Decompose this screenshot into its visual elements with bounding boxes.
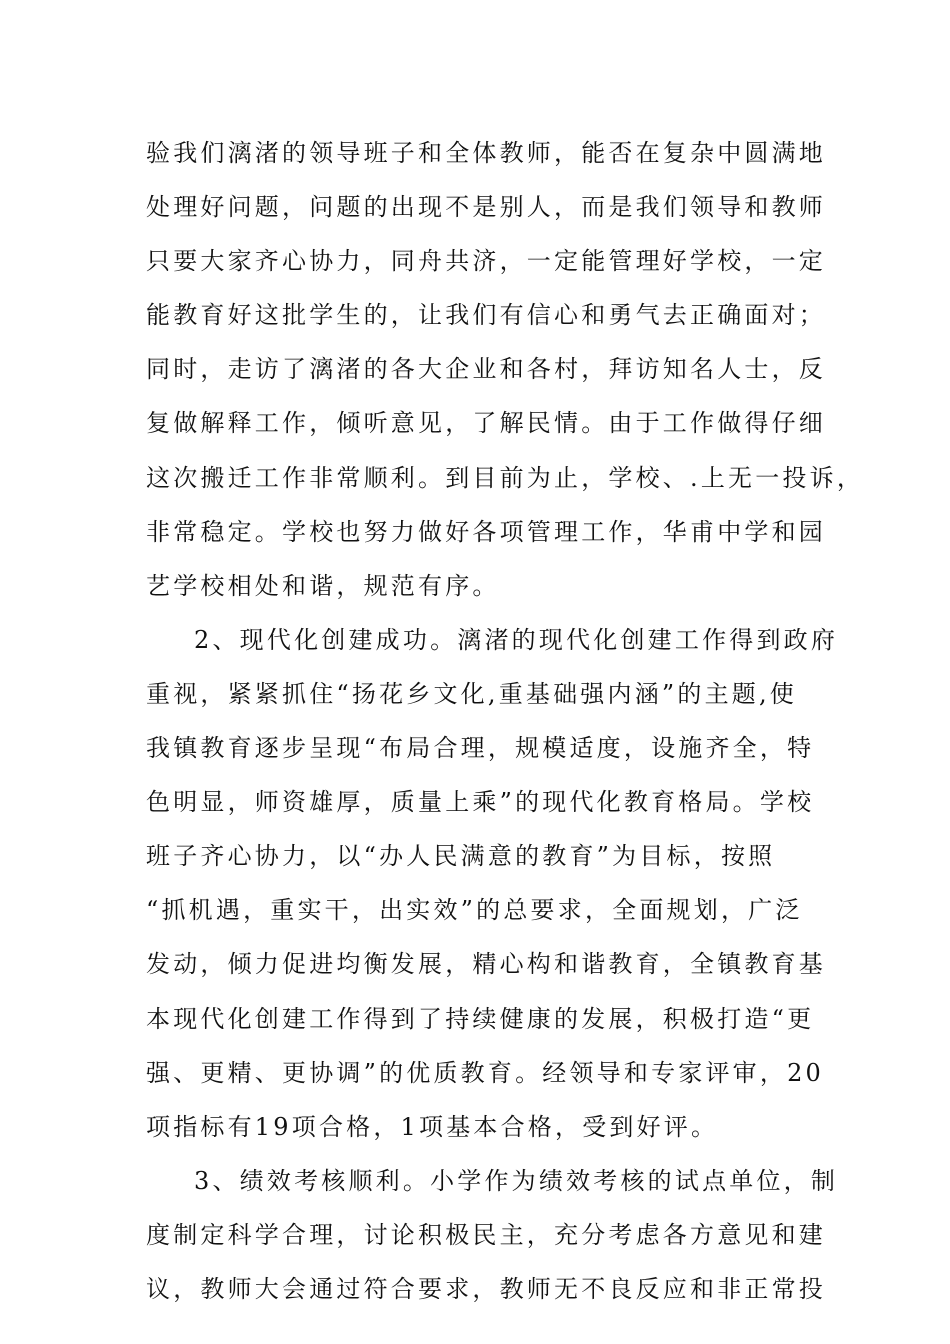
text-line: 我镇教育逐步呈现“布局合理，规模适度，设施齐全，特 [146,734,815,763]
text-line: 班子齐心协力，以“办人民满意的教育”为目标，按照 [146,842,776,871]
text-line: 发动，倾力促进均衡发展，精心构和谐教育，全镇教育基 [146,950,826,979]
text-line: 验我们漓渚的领导班子和全体教师，能否在复杂中圆满地 [146,139,826,167]
text-line: 处理好问题，问题的出现不是别人，而是我们领导和教师 [146,193,826,222]
text-line: 艺学校相处和谐，规范有序。 [146,571,500,600]
text-line: 强、更精、更协调”的优质教育。经领导和专家评审，20 [146,1058,825,1087]
text-line: 度制定科学合理，讨论积极民主，充分考虑各方意见和建 [146,1220,826,1249]
text-line: 非常稳定。学校也努力做好各项管理工作，华甫中学和园 [146,517,826,546]
text-line: 本现代化创建工作得到了持续健康的发展，积极打造“更 [146,1004,815,1033]
paragraph-start-line: 2、现代化创建成功。漓渚的现代化创建工作得到政府 [194,625,839,654]
text-line: 能教育好这批学生的，让我们有信心和勇气去正确面对； [146,301,826,330]
paragraph-start-line: 3、绩效考核顺利。小学作为绩效考核的试点单位，制 [194,1166,839,1195]
text-line: 这次搬迁工作非常顺利。到目前为止，学校、.上无一投诉， [146,463,865,492]
document-body [146,126,865,1316]
text-line: 同时，走访了漓渚的各大企业和各村，拜访知名人士，反 [146,355,826,384]
text-line: 色明显，师资雄厚，质量上乘”的现代化教育格局。学校 [146,788,815,817]
text-line: 复做解释工作，倾听意见，了解民情。由于工作做得仔细 [146,409,826,438]
text-line: 议，教师大会通过符合要求，教师无不良反应和非正常投 [146,1274,826,1303]
text-line: 重视，紧紧抓住“扬花乡文化,重基础强内涵”的主题,使 [146,679,797,708]
text-line: “抓机遇，重实干，出实效”的总要求，全面规划，广泛 [146,896,803,925]
text-line: 项指标有19项合格，1项基本合格，受到好评。 [146,1112,719,1141]
text-line: 只要大家齐心协力，同舟共济，一定能管理好学校，一定 [146,247,826,276]
